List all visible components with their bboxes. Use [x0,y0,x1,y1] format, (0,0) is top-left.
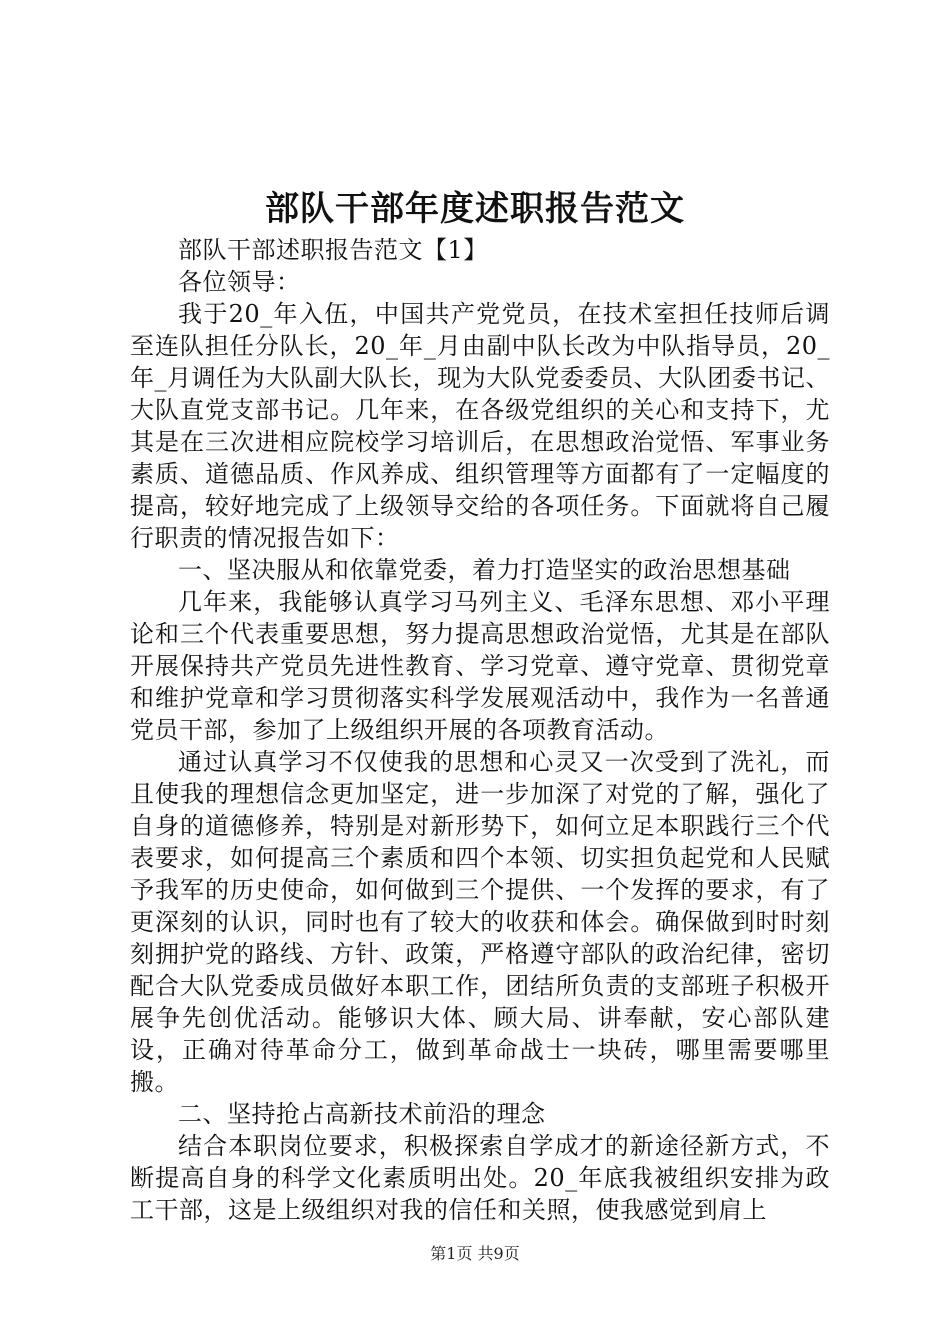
page-number-footer: 第1页 共9页 [430,1244,520,1263]
document-body [130,234,830,1226]
body-paragraph: 几年来，我能够认真学习马列主义、毛泽东思想、邓小平理论和三个代表重要思想，努力提高思想政治觉悟，尤其是在部队开展保持共产党员先进性教育、学习党章、遵守党章、贯彻党章和维护党章和学习贯彻落实科学发展观活动中，我作为一名普通党员干部，参加了上级组织开展的各项教育活动。 [130,588,830,744]
body-paragraph: 我于20_年入伍，中国共产党党员，在技术室担任技师后调至连队担任分队长，20_年_月由副中队长改为中队指导员，20_年_月调任为大队副大队长，现为大队党委委员、大队团委书记、大队直党支部书记。几年来，在各级党组织的关心和支持下，尤其是在三次进相应院校学习培训后，在思想政治觉悟、军事业务素质、道德品质、作风养成、组织管理等方面都有了一定幅度的提高，较好地完成了上级领导交给的各项任务。下面就将自己履行职责的情况报告如下： [130,300,830,552]
section-heading: 二、坚持抢占高新技术前沿的理念 [178,1100,546,1128]
salutation: 各位领导： [178,268,301,296]
section-heading: 一、坚决服从和依靠党委，着力打造坚实的政治思想基础 [178,556,791,584]
body-paragraph: 结合本职岗位要求，积极探索自学成才的新途径新方式，不断提高自身的科学文化素质明出处。20_年底我被组织安排为政工干部，这是上级组织对我的信任和关照，使我感觉到肩上 [130,1132,830,1224]
body-paragraph: 通过认真学习不仅使我的思想和心灵又一次受到了洗礼，而且使我的理想信念更加坚定，进一步加深了对党的了解，强化了自身的道德修养，特别是对新形势下，如何立足本职践行三个代表要求，如何提高三个素质和四个本领、切实担负起党和人民赋予我军的历史使命，如何做到三个提供、一个发挥的要求，有了更深刻的认识，同时也有了较大的收获和体会。确保做到时时刻刻拥护党的路线、方针、政策，严格遵守部队的政治纪律，密切配合大队党委成员做好本职工作，团结所负责的支部班子积极开展争先创优活动。能够识大体、顾大局、讲奉献，安心部队建设，正确对待革命分工，做到革命战士一块砖，哪里需要哪里搬。 [130,748,830,1096]
section-heading: 部队干部述职报告范文【1】 [178,236,488,264]
document-title: 部队干部年度述职报告范文 [265,189,685,229]
